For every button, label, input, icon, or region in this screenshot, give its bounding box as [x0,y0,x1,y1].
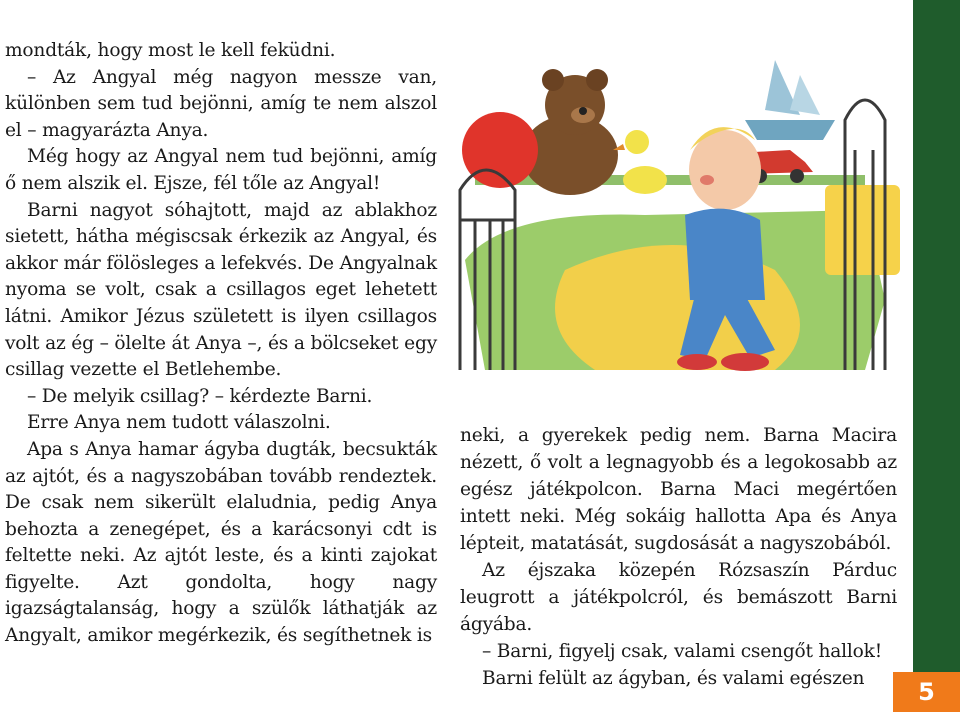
paragraph: Barni felült az ágyban, és valami egészen [482,668,865,689]
page-number-badge [893,672,960,712]
paragraph: – Barni, figyelj csak, valami csengőt hallok! [482,641,882,662]
page-edge-bar [913,0,960,712]
paragraph: mondták, hogy most le kell feküdni. [5,40,336,61]
paragraph: Az éjszaka közepén Rózsaszín Párduc leugrott a játékpolcról, és bemászott Barni ágyába. [460,560,897,635]
illustration [445,40,913,410]
paragraph: Erre Anya nem tudott válaszolni. [27,412,331,434]
paragraph: neki, a gyerekek pedig nem. Barna Macira nézett, ő volt a legnagyobb és a legokosabb az egész játékpolcon. Barna Maci megértően intett neki. Még sokáig hallotta Apa és Anya lépteit, matatását, sugdosását a nagyszobából. [460,425,897,554]
right-text-column [460,422,897,692]
left-text-column [5,38,437,650]
paragraph: Barni nagyot sóhajtott, majd az ablakhoz sietett, hátha mégiscsak érkezik az Angyal, és akkor már fölösleges a lefekvés. De Angyalnak nyoma se volt, csak a csillagos eget lehetett látni. Amikor Jézus született is ilyen csillagos volt az ég – ölelte át Anya –, és a bölcseket egy csillag vezette el Betlehembe. [5,199,437,381]
paragraph: Még hogy az Angyal nem tud bejönni, amíg ő nem alszik el. Ejsze, fél tőle az Angyal! [5,146,437,194]
paragraph: Apa s Anya hamar ágyba dugták, becsukták az ajtót, és a nagyszobában tovább rendeztek. De csak nem sikerült elaludnia, pedig Anya behozta a zenegépet, és a karácsonyi cdt is feltette neki. Az ajtót leste, és a kinti zajokat figyelte. Azt gondolta, hogy nagy igazságtalanság, hogy a szülők láthatják az Angyalt, amikor megérkezik, és segíthetnek is [5,438,437,647]
paragraph: – De melyik csillag? – kérdezte Barni. [27,385,373,407]
page-number: 5 [918,678,935,706]
paragraph: – Az Angyal még nagyon messze van, különben sem tud bejönni, amíg te nem alszol el – magyarázta Anya. [5,66,437,141]
